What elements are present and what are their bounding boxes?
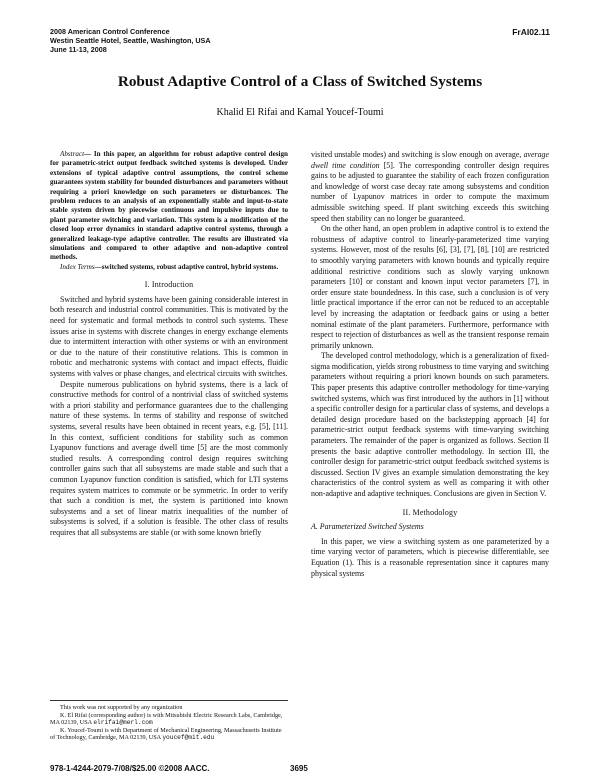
isbn-copyright: 978-1-4244-2079-7/08/$25.00 ©2008 AACC. <box>50 764 210 773</box>
footnote-author-1-text: K. El Rifai (corresponding author) is with Mitsubishi Electric Research Labs, Cambridge, MA 02139, USA <box>50 711 283 727</box>
conference-header <box>50 27 211 54</box>
page-number: 3695 <box>290 764 308 773</box>
author-1-email: elrifai@merl.com <box>93 719 153 727</box>
subsection-heading: A. Parameterized Switched Systems <box>311 522 424 532</box>
intro-paragraph-4: The developed control methodology, which is a generalization of fixed-sigma modification, yields strong robustness to time varying and switching parameters without requiring a priori known bounds on such parameters. This paper presents this adaptive controller methodology for time-varying switched systems, which was first introduced by the authors in [1] without a specific controller design for a particular class of systems, and develops a detailed design procedure based on the backstepping approach [4] for parametric-strict output feedback systems with time-varying switching parameters. The remainder of the paper is organized as follows. Section II presents the basic adaptive controller methodology. In section III, the controller design for parametric-strict output feedback switched systems is discussed. Section IV gives an example simulation demonstrating the key characteristics of the control system as well as comparing it with other non-adaptive and adaptive techniques. Conclusions are given in Section V. <box>311 351 549 498</box>
index-terms-label: Index Terms <box>60 262 95 271</box>
right-column <box>311 150 549 579</box>
conference-name: 2008 American Control Conference <box>50 27 170 36</box>
footnote-author-2 <box>50 727 288 742</box>
conference-venue: Westin Seattle Hotel, Seattle, Washington, USA <box>50 36 211 45</box>
conference-dates: June 11-13, 2008 <box>50 45 107 54</box>
intro-paragraph-2: Despite numerous publications on hybrid systems, there is a lack of constructive methods for control of a nontrivial class of switched systems with a priori stability and performance guarantees due to the challenging nature of these systems. In terms of stability and response of switched systems, several results have been obtained in recent years, e.g. [5], [11]. In this context, sufficient conditions for stability such as common Lyapunov functions and average dwell time [5] are the most commonly studied results. A corresponding control design requires switching controller gains such that all subsystems are made stable and such that a common Lyapunov function condition is satisfied, which for LTI systems requires system matrices to commute or be symmetric. In order to verify that such a condition is met, the system is partitioned into known subsystems and a set of linear matrix inequalities of the number of subsystems is solved, if a solution is feasible. The other class of results requires that all subsystems are stable (or with some known briefly <box>50 379 288 537</box>
section-heading-methodology: II. Methodology <box>402 507 458 517</box>
index-terms-text: —switched systems, robust adaptive control, hybrid systems. <box>94 262 279 271</box>
footnote-author-1 <box>50 712 288 727</box>
abstract-text: — In this paper, an algorithm for robust adaptive control design for parametric-strict output feedback switched systems is developed. Under extensions of typical adaptive control assumptions, the control scheme guarantees system stability for bounded disturbances and parameters without requiring a priori knowledge on such parameters or disturbances. The problem reduces to an analysis of an exponentially stable and input-to-state stable system driven by piecewise continuous and impulsive inputs due to plant parameter switching and variation. This system is a modification of the closed loop error dynamics in standard adaptive control systems, through a generalized leakage-type adaptive controller. The results are illustrated via simulations and compared to other adaptive and non-adaptive control methods. <box>50 150 288 262</box>
intro-paragraph-2-continued <box>311 150 549 224</box>
intro-paragraph-1: Switched and hybrid systems have been gaining considerable interest in both research and industrial control communities. This is motivated by the need for systematic and formal methods to control such systems. These issues arise in systems with discrete changes in energy exchange elements due to intermittent interaction with other systems or with an environment or due to the nature of their constitutive relations. This is common in robotic and mechatronic systems with contact and impact effects, fluidic systems with valves or phase changes, and electrical circuits with switches. <box>50 294 288 379</box>
continued-text-a: visited unstable modes) and switching is slow enough on average, <box>311 150 524 159</box>
methodology-paragraph-1: In this paper, we view a switching system as one parameterized by a time varying vector of parameters, which is piecewise differentiable, see Equation (1). This is a reasonable representation since it captures many physical systems <box>311 536 549 578</box>
abstract-label: Abstract <box>60 150 85 158</box>
paper-id: FrAI02.11 <box>512 27 550 37</box>
paper-title: Robust Adaptive Control of a Class of Switched Systems <box>117 73 483 90</box>
abstract <box>50 150 288 263</box>
continued-text-emphasis: average dwell time condition <box>311 150 549 170</box>
left-column <box>50 150 288 539</box>
footnotes <box>50 700 288 742</box>
intro-paragraph-3: On the other hand, an open problem in adaptive control is to extend the robustness of adaptive control to linearly-parameterized time varying systems. However, most of the results [6], [3], [7], [8], [10] are restricted to smoothly varying parameters with known bounds and typically require additional restrictive conditions such as slowly varying unknown parameters [10] or constant and known input vector parameters [7], in order ensure state boundedness. In this case, such a conclusion is of very little practical importance if the error can not be reduced to an acceptable level by increasing the adaptation or feedback gains or using a better nominal estimate of the plant parameters. Furthermore, performance with respect to rejection of disturbances as well as the transient response remain primarily unknown. <box>311 224 549 350</box>
section-heading-introduction: I. Introduction <box>144 280 194 290</box>
author-2-email: youcef@mit.edu <box>162 734 215 742</box>
index-terms <box>50 263 288 272</box>
footnote-funding: This work was not supported by any organization <box>60 704 183 711</box>
paper-authors: Khalid El Rifai and Kamal Youcef-Toumi <box>216 107 384 118</box>
footnote-author-2-text: K. Youcef-Toumi is with Department of Mechanical Engineering, Massachusetts Institute of Technology, Cambridge, MA 02139, USA <box>50 726 282 742</box>
continued-text-b: [5]. The corresponding controller design requires gains to be adjusted to guarantee the stability of each frozen configuration and knowledge of worst case decay rate among subsystems and condition number of Lyapunov matrices in order to compute the maximum admissible switching speed. If plant switching exceeds this switching speed then stability can no longer be guaranteed. <box>311 160 550 223</box>
